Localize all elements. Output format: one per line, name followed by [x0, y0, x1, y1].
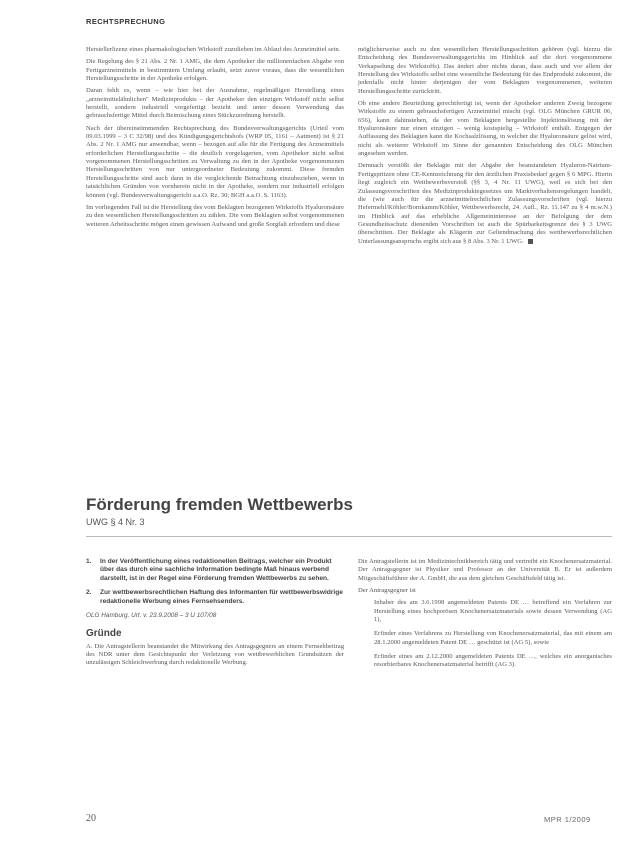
- journal-reference: MPR 1/2009: [544, 815, 591, 824]
- gruende-text: A. Die Antragstellerin beanstandet die Mitwirkung des Antragsgegners an einem Fernsehbeitrag des NDR unter dem Gesichtspunkt der Verletzung von wettbewerblichen Grundsätzen der unzulässigen Schleichwerbung durch redaktionelle Werbung.: [86, 642, 344, 667]
- paragraph: [358, 162, 612, 245]
- section-title: Förderung fremden Wettbewerbs: [86, 495, 353, 514]
- list-item: Erfinder eines am 2.12.2000 angemeldeten Patents DE …, welches ein anorganisches resorbierbares Knochenersatzmaterial betrifft (AG 3).: [374, 653, 612, 669]
- paragraph: Herstellerlizenz eines pharmakologischen Wirkstoff zuzulieben im Ablauf des Arzneimittel sein.: [86, 46, 341, 53]
- end-mark-icon: [528, 239, 533, 244]
- paragraph: Im vorliegenden Fall ist die Herstellung des vom Beklagten bezogenen Wirkstoffs Hyaluronsäure zu den wesentlichen Herstellungsschritten zu zählen. Die vom Beklagten selbst vorgenommenen weiteren Arbeitsschritte mögen einen gewissen Aufwand und große Sorgfalt erfordern und diese: [86, 203, 344, 228]
- headnote-text: In der Veröffentlichung eines redaktionellen Beitrags, welcher ein Produkt über das durch eine sachliche Information bedingte Maß hinaus werbend darstellt, ist in der Regel eine Förderung fremden Wettbewerbs zu sehen.: [100, 558, 332, 582]
- right-column-top: [358, 46, 612, 250]
- paragraph: Der Antragsgegner ist: [358, 587, 416, 595]
- paragraph: möglicherweise auch zu den wesentlichen Herstellungsschritten gehören (vgl. hierzu die Entscheidung des Bundesverwaltungsgerichts im Hinblick auf die dort vorgenommene Verkapselung des Wirkstoffs). Das ändert aber nichts daran, dass auch und vor allem der Herstellung des Wirkstoffs selbst eine wesentliche Bedeutung für das Endprodukt zukommt, die jedenfalls nicht hinter derjenigen der vom Beklagten vorgenommenen, weiteren Herstellungsschritte zurücktritt.: [358, 46, 612, 95]
- headnote-text: Zur wettbewerbsrechtlichen Haftung des Informanten für wettbewerbswidrige redaktionelle Werbung eines Fernsehsenders.: [100, 589, 343, 605]
- headnote: [86, 558, 344, 583]
- paragraph: Die Antragstellerin ist im Medizintechnikbereich tätig und vertreibt ein Knochenersatzmaterial. Der Antragsgegner ist Physiker und Professor an der Universität B. Er ist außerdem Mitgeschäftsführer der A. GmbH, die aus dem gleichen Geschäftsfeld tätig ist.: [358, 558, 612, 582]
- headnote: [86, 589, 344, 606]
- paragraph: Nach der übereinstimmenden Rechtsprechung des Bundesverwaltungsgerichts (Urteil vom 09.03.1999 – 3 C 32/98) und des Kündigungsgerichtshofs (WRP 05, 1161 – Aatment) ist § 21 Abs. 2 Nr. 1 AMG nur anwendbar, wenn – bezogen auf alle für die Fertigung des Arzneimittels erforderlichen Herstellungsschritte – die deutlich vorgelagerten, vom Apotheker nicht selbst vorgenommenen Herstellungsschritten zu Verwaltung zu den in der Apotheke vorgenommenen Herstellungsschritten von nur untergeordneter Bedeutung zukommt. Diese fremden Herstellungsschritte sind auch dann in die vergleichende Betrachtung einzubeziehen, wenn in tatsächlichen Gründen von vornherein nicht in der Apotheke, sondern nur industriell erfolgen können (vgl. Bundesverwaltungsgericht a.a.O. Rz. 30; BGH a.a.O. S. 1163).: [86, 124, 344, 199]
- left-column-bottom: [86, 558, 344, 668]
- running-head: RECHTSPRECHUNG: [86, 17, 166, 26]
- gruende-heading: Gründe: [86, 628, 122, 640]
- paragraph-text: Demnach verstößt der Beklagte mit der Abgabe der beanstandeten Hyaluron-Natrium-Fertigspritzen ohne CE-Kennzeichnung für den ärztlichen Praxisbedarf gegen § 6 MPG. Hierin liegt zugleich ein Wettbewerbsverstoß (§§ 3, 4 Nr. 11 UWG), weil es sich bei den Zulassungsvorschriften des Medizinproduktegesetzes um Marktverhaltensregelungen handelt, die (wie auch für die arzneimittelrechtlichen Zulassungsvorschriften (vgl. hierzu Hefermehl/Köhler/Bornkamm/Köhler, Wettbewerbsrecht, 24. Aufl., Rz. 11.147 zu § 4 m.w.N.) im Hinblick auf das erhebliche Allgemeininteresse an der Befolgung der dem Gesundheitsschutz dienenden Vorschriften ist auch die Spürbarkeitsgrenze des § 3 UWG überschritten. Der Beklagte als Klägerin zur Geltendmachung des wettbewerbsrechtlichen Unterlassungsanspruchs ergibt sich aus § 8 Abs. 3 Nr. 1 UWG.: [358, 162, 612, 245]
- right-column-bottom: [358, 558, 612, 676]
- paragraph: Daran fehlt es, wenn – wie hier bei der Ausnahme, regelmäßigen Herstellung eines „arzneimittelähnlichen" Medizinprodukts – der Apotheker den einzigen Wirkstoff nicht selbst herstellt, sondern industriell vorgefertigt bezieht und unter dessen Verwendung das gebrauchsfertige Mittel durch Beimischung eines Stückzuordnung herstellt.: [86, 87, 344, 120]
- headnote-number: 2.: [86, 589, 92, 597]
- statute-citation: UWG § 4 Nr. 3: [86, 517, 145, 527]
- page-number: 20: [86, 813, 96, 824]
- headnote-number: 1.: [86, 558, 92, 565]
- list-item: Inhaber des am 3.6.1998 angemeldeten Patents DE … betreffend ein Verfahren zur Herstellung eines hochporösen Knochenersatzmaterials sowie dessen Verwendung (AG 1),: [374, 599, 612, 624]
- divider: [86, 536, 612, 537]
- left-column-top: [86, 46, 344, 233]
- court-reference: OLG Hamburg, Urt. v. 23.9.2008 – 3 U 107/08: [86, 612, 217, 620]
- list-item: Erfinder eines Verfahrens zu Herstellung von Knochenersatzmaterial, das mit einem am 28.1.2000 angemeldeten Patent DE … geschützt ist (AG 5), sowie: [374, 630, 612, 646]
- paragraph: Die Regelung des § 21 Abs. 2 Nr. 1 AMG, die dem Apotheker die millionenfachen Abgabe von Fertigarzneimitteln in bestimmtem Umfang erlaubt, setzt zuvor voraus, dass die wesentlichen Herstellungsschritte in der Apotheke erfolgen.: [86, 58, 344, 83]
- paragraph: Ob eine andere Beurteilung gerechtfertigt ist, wenn der Apotheker anderen Zweig bezogene Wirkstoffe zu einem gebrauchsfertigen Arzneimittel mischt (vgl. OLG München GRUR 06, 656), kann dahinstehen, da der vom Beklagten hergestellte Injektionslösung mit der Hyaluronsäure nur einen einzigen – wenig kostspielig – Wirkstoff enthält. Entgegen der Auffassung des Beklagten kann die Kochsalzlösung, in welcher die Hyaluronsäure gelöst wird, nicht als weiterer Wirkstoff im Sinne der genannten Entscheidung des OLG München angesehen werden.: [358, 100, 612, 158]
